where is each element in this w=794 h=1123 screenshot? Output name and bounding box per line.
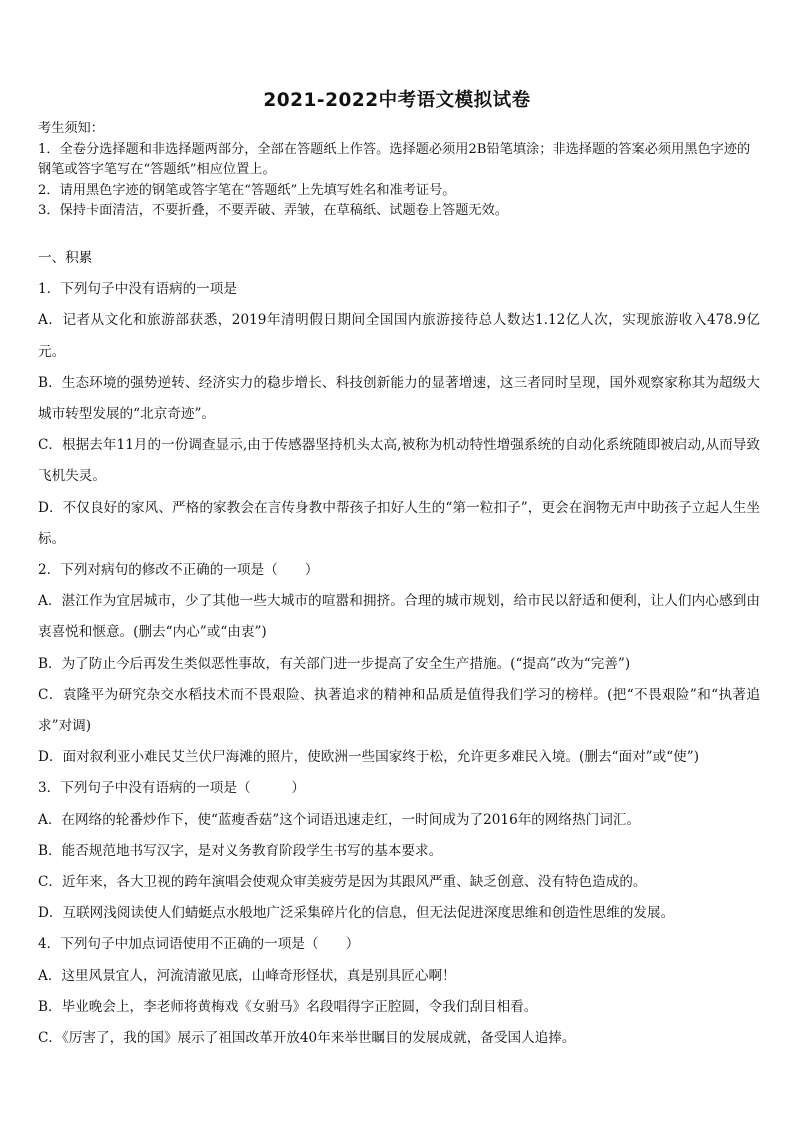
exam-instructions xyxy=(38,119,758,222)
instruction-item: 3．保持卡面清洁，不要折叠，不要弄破、弄皱，在草稿纸、试题卷上答题无效。 xyxy=(38,203,508,218)
instructions-heading: 考生须知： xyxy=(38,121,104,136)
answer-option: C．《厉害了，我的国》展示了祖国改革开放40年来举世瞩目的发展成就，备受国人追捧。 xyxy=(38,1030,576,1047)
exam-body xyxy=(38,243,760,1054)
answer-option: A．湛江作为宜居城市，少了其他一些大城市的喧嚣和拥挤。合理的城市规划，给市民以舒适和便利，让人们内心感到由衷喜悦和惬意。(删去“内心”或“由衷”) xyxy=(38,593,760,641)
instruction-item: 1．全卷分选择题和非选择题两部分，全部在答题纸上作答。选择题必须用2B铅笔填涂；非选择题的答案必须用黑色字迹的钢笔或答字笔写在“答题纸”相应位置上。 xyxy=(38,141,751,177)
question-stem: 1．下列句子中没有语病的一项是 xyxy=(38,281,237,298)
answer-option: B．为了防止今后再发生类似恶性事故，有关部门进一步提高了安全生产措施。(“提高”改为“完善”) xyxy=(38,655,631,672)
answer-option: A．这里风景宜人，河流清澈见底，山峰奇形怪状，真是别具匠心啊！ xyxy=(38,967,456,984)
answer-option: C．袁隆平为研究杂交水稻技术而不畏艰险、执著追求的精神和品质是值得我们学习的榜样。(把“不畏艰险”和“执著追求”对调) xyxy=(38,686,760,735)
answer-option: B．生态环境的强势逆转、经济实力的稳步增长、科技创新能力的显著增速，这三者同时呈现，国外观察家称其为超级大城市转型发展的“北京奇迹”。 xyxy=(38,374,760,423)
page-title: 2021-2022中考语文模拟试卷 xyxy=(263,90,531,111)
answer-option: C．根据去年11月的一份调查显示,由于传感器坚持机头太高,被称为机动特性增强系统的自动化系统随即被启动,从而导致飞机失灵。 xyxy=(38,437,760,485)
section-heading: 一、积累 xyxy=(38,250,93,266)
answer-option: A．在网络的轮番炒作下，使“蓝瘦香菇”这个词语迅速走红，一时间成为了2016年的网络热门词汇。 xyxy=(38,811,641,828)
answer-option: D．不仅良好的家风、严格的家教会在言传身教中帮孩子扣好人生的“第一粒扣子”，更会在润物无声中助孩子立起人生坐标。 xyxy=(38,499,760,547)
question-stem: 2．下列对病句的修改不正确的一项是（ ） xyxy=(38,562,319,579)
answer-option: B．毕业晚会上，李老师将黄梅戏《女驸马》名段唱得字正腔圆，令我们刮目相看。 xyxy=(38,998,538,1015)
answer-option: C．近年来，各大卫视的跨年演唱会使观众审美疲劳是因为其跟风严重、缺乏创意、没有特色造成的。 xyxy=(38,874,647,891)
instruction-item: 2．请用黑色字迹的钢笔或答字笔在“答题纸”上先填写姓名和准考证号。 xyxy=(38,182,456,198)
answer-option: D．互联网浅阅读使人们蜻蜓点水般地广泛采集碎片化的信息，但无法促进深度思维和创造性思维的发展。 xyxy=(38,905,675,922)
question-stem: 3．下列句子中没有语病的一项是（ ） xyxy=(38,780,305,797)
answer-option: B．能否规范地书写汉字，是对义务教育阶段学生书写的基本要求。 xyxy=(38,842,443,859)
question-stem: 4．下列句子中加点词语使用不正确的一项是（ ） xyxy=(38,936,360,953)
answer-option: D．面对叙利亚小难民艾兰伏尸海滩的照片，使欧洲一些国家终于松，允许更多难民入境。(删去“面对”或“使”) xyxy=(38,749,700,766)
answer-option: A．记者从文化和旅游部获悉，2019年清明假日期间全国国内旅游接待总人数达1.12亿人次，实现旅游收入478.9亿元。 xyxy=(38,312,760,360)
